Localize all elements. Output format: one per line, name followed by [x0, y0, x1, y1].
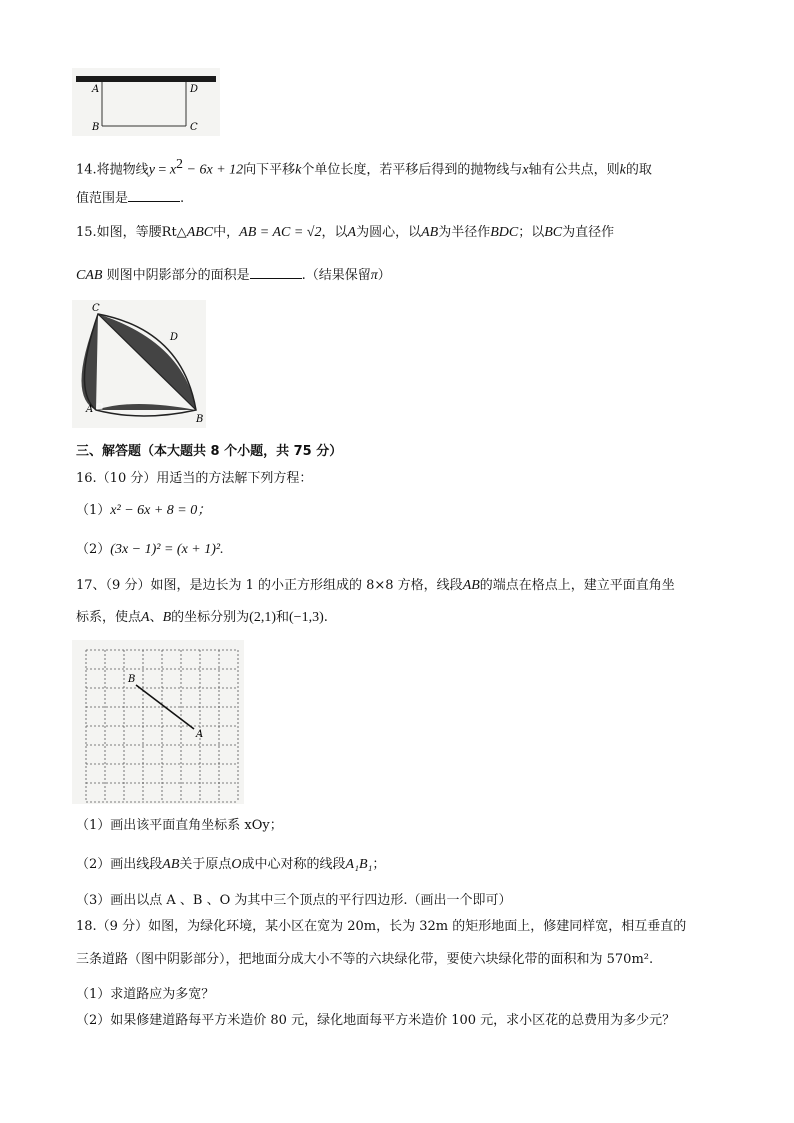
figure-grid — [72, 640, 244, 804]
rectangle-diagram — [72, 68, 220, 136]
q18-line2: 三条道路（图中阴影部分），把地面分成大小不等的六块绿化带，要使六块绿化带的面积和为 570m². — [76, 952, 654, 967]
q17-part2: （2）画出线段AB关于原点O成中心对称的线段A₁B₁； — [76, 857, 386, 872]
right-angle-mark — [97, 404, 102, 409]
figure-shaded-arcs — [72, 300, 206, 428]
figure-rectangle — [72, 68, 220, 136]
q15-line1: 15.如图，等腰Rt△ABC中，AB = AC = √2，以A为圆心，以AB为半径作BDC；以BC为直径作 — [76, 225, 615, 240]
label-d: D — [190, 84, 199, 95]
q17-part1: （1）画出该平面直角坐标系 xOy； — [76, 818, 283, 833]
q18-part1: （1）求道路应为多宽？ — [76, 987, 215, 1002]
q18-part2: （2）如果修建道路每平方米造价 80 元，绿化地面每平方米造价 100 元，求小区花的总费用为多少元？ — [76, 1013, 676, 1028]
label-a: A — [86, 404, 94, 415]
label-a: A — [196, 729, 204, 740]
q17-line2: 标系，使点A、B的坐标分别为(2,1)和(−1,3). — [76, 610, 328, 625]
label-c: C — [190, 122, 198, 133]
top-bar — [76, 76, 216, 82]
label-c: C — [92, 303, 100, 314]
q17-line1: 17、（9 分）如图，是边长为 1 的小正方形组成的 8×8 方格，线段AB的端点在格点上，建立平面直角坐 — [76, 578, 675, 593]
answer-blank[interactable] — [128, 189, 180, 202]
segment-ab — [136, 685, 194, 729]
q17-part3: （3）画出以点 A 、B 、O 为其中三个顶点的平行四边形.（画出一个即可） — [76, 893, 512, 908]
q15-line2: CAB 则图中阴影部分的面积是 .（结果保留π） — [76, 268, 391, 283]
q14-line1: 14.将抛物线$y = x^2 - 6x + 12$向下平移k个单位长度，若平移后得到的抛物线与x轴有公共点，则k的取 — [76, 157, 652, 178]
label-d: D — [170, 332, 179, 343]
grid-lines — [86, 650, 238, 802]
q18-line1: 18.（9 分）如图，为绿化环境，某小区在宽为 20m，长为 32m 的矩形地面上，修建同样宽，相互垂直的 — [76, 919, 687, 934]
q14-line2: 值范围是 . — [76, 191, 185, 206]
label-b: B — [196, 414, 204, 425]
q16-part2: （2）(3x − 1)² = (x + 1)². — [76, 542, 224, 557]
section-heading: 三、解答题（本大题共 8 个小题，共 75 分） — [76, 444, 343, 459]
shade-left — [81, 314, 98, 410]
label-a: A — [92, 84, 100, 95]
arc-diagram — [72, 300, 206, 428]
answer-blank[interactable] — [250, 266, 302, 279]
label-b: B — [128, 674, 136, 685]
shade-bottom — [96, 404, 196, 410]
q16-title: 16.（10 分）用适当的方法解下列方程： — [76, 471, 313, 486]
ellipse-outline — [84, 314, 196, 416]
hypotenuse — [98, 314, 196, 410]
q16-part1: （1）x² − 6x + 8 = 0； — [76, 503, 212, 518]
grid-diagram — [72, 640, 244, 804]
label-b: B — [92, 122, 100, 133]
